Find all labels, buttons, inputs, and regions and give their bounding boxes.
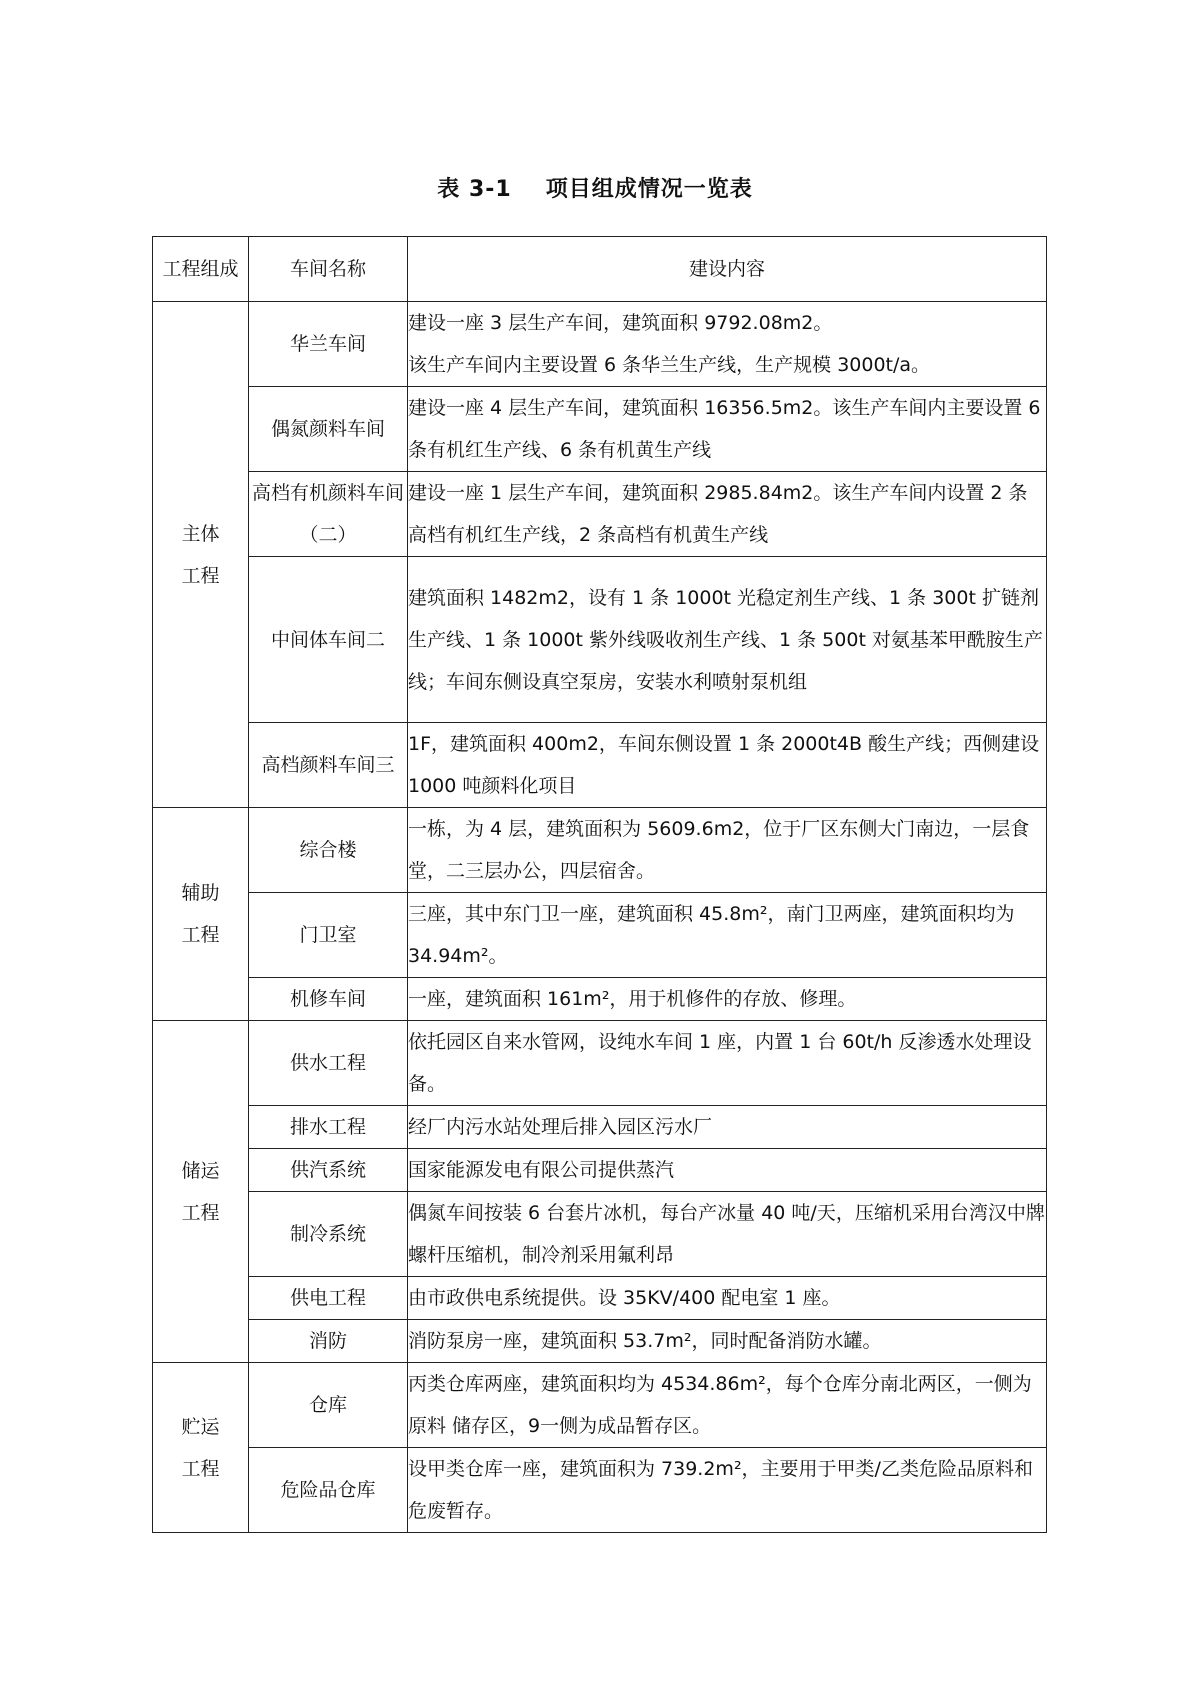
workshop-name: 供电工程 [249,1277,408,1320]
construction-content: 建设一座 1 层生产车间，建筑面积 2985.84m2。该生产车间内设置 2 条高档有机红生产线，2 条高档有机黄生产线 [408,472,1047,557]
header-group: 工程组成 [153,237,249,302]
table-number: 表 3-1 [437,177,512,202]
group-label-line: 工程 [181,564,220,587]
construction-content: 国家能源发电有限公司提供蒸汽 [408,1149,1047,1192]
workshop-name: 供水工程 [249,1021,408,1106]
header-row [153,237,1047,302]
workshop-name: 制冷系统 [249,1192,408,1277]
workshop-name: 机修车间 [249,978,408,1021]
table-row [153,808,1047,893]
table-row [153,723,1047,808]
table-row [153,387,1047,472]
header-workshop: 车间名称 [249,237,408,302]
header-content: 建设内容 [408,237,1047,302]
table-row [153,1448,1047,1533]
table-row [153,1106,1047,1149]
table-row [153,1021,1047,1106]
construction-content: 经厂内污水站处理后排入园区污水厂 [408,1106,1047,1149]
table-row [153,557,1047,723]
group-label [153,808,249,1021]
workshop-name: 门卫室 [249,893,408,978]
table-caption: 项目组成情况一览表 [545,177,753,202]
workshop-name: 仓库 [249,1363,408,1448]
table-row [153,1192,1047,1277]
construction-content: 由市政供电系统提供。设 35KV/400 配电室 1 座。 [408,1277,1047,1320]
table-row [153,1363,1047,1448]
construction-content: 建设一座 3 层生产车间，建筑面积 9792.08m2。 该生产车间内主要设置 6 条华兰生产线，生产规模 3000t/a。 [408,302,1047,387]
workshop-name: 综合楼 [249,808,408,893]
workshop-name: 消防 [249,1320,408,1363]
construction-content: 一座，建筑面积 161m²，用于机修件的存放、修理。 [408,978,1047,1021]
construction-content: 建设一座 4 层生产车间，建筑面积 16356.5m2。该生产车间内主要设置 6 条有机红生产线、6 条有机黄生产线 [408,387,1047,472]
workshop-name: 华兰车间 [249,302,408,387]
table-row [153,1277,1047,1320]
construction-content: 丙类仓库两座，建筑面积均为 4534.86m²，每个仓库分南北两区，一侧为原料 储存区，9一侧为成品暂存区。 [408,1363,1047,1448]
table-row [153,1149,1047,1192]
table-row [153,978,1047,1021]
group-label [153,1363,249,1533]
group-label-line: 工程 [181,1457,220,1480]
group-label-line: 储运 [181,1159,220,1182]
group-label [153,302,249,808]
workshop-name: 危险品仓库 [249,1448,408,1533]
group-label [153,1021,249,1363]
workshop-name: 高档有机颜料车间（二） [249,472,408,557]
table-title [0,172,1190,203]
construction-content: 偶氮车间按装 6 台套片冰机，每台产冰量 40 吨/天，压缩机采用台湾汉中牌螺杆压缩机，制冷剂采用氟利昂 [408,1192,1047,1277]
workshop-name: 排水工程 [249,1106,408,1149]
construction-content: 设甲类仓库一座，建筑面积为 739.2m²，主要用于甲类/乙类危险品原料和危废暂存。 [408,1448,1047,1533]
construction-content: 三座，其中东门卫一座，建筑面积 45.8m²，南门卫两座，建筑面积均为 34.94m²。 [408,893,1047,978]
project-composition-table [152,236,1047,1533]
workshop-name: 供汽系统 [249,1149,408,1192]
group-label-line: 工程 [181,924,220,946]
table-row [153,893,1047,978]
construction-content: 依托园区自来水管网，设纯水车间 1 座，内置 1 台 60t/h 反渗透水处理设备。 [408,1021,1047,1106]
group-label-line: 辅助 [181,882,220,904]
construction-content: 1F，建筑面积 400m2，车间东侧设置 1 条 2000t4B 酸生产线；西侧建设 1000 吨颜料化项目 [408,723,1047,808]
group-label-line: 工程 [181,1201,220,1224]
workshop-name: 偶氮颜料车间 [249,387,408,472]
table-row [153,472,1047,557]
group-label-line: 主体 [181,522,220,545]
group-label-line: 贮运 [181,1415,220,1438]
table-row [153,1320,1047,1363]
construction-content: 建筑面积 1482m2，设有 1 条 1000t 光稳定剂生产线、1 条 300t 扩链剂生产线、1 条 1000t 紫外线吸收剂生产线、1 条 500t 对氨基苯甲酰胺生产线；车间东侧设真空泵房，安装水利喷射泵机组 [408,557,1047,723]
construction-content: 一栋，为 4 层，建筑面积为 5609.6m2，位于厂区东侧大门南边，一层食堂，二三层办公，四层宿舍。 [408,808,1047,893]
workshop-name: 高档颜料车间三 [249,723,408,808]
workshop-name: 中间体车间二 [249,557,408,723]
construction-content: 消防泵房一座，建筑面积 53.7m²，同时配备消防水罐。 [408,1320,1047,1363]
table-row [153,302,1047,387]
